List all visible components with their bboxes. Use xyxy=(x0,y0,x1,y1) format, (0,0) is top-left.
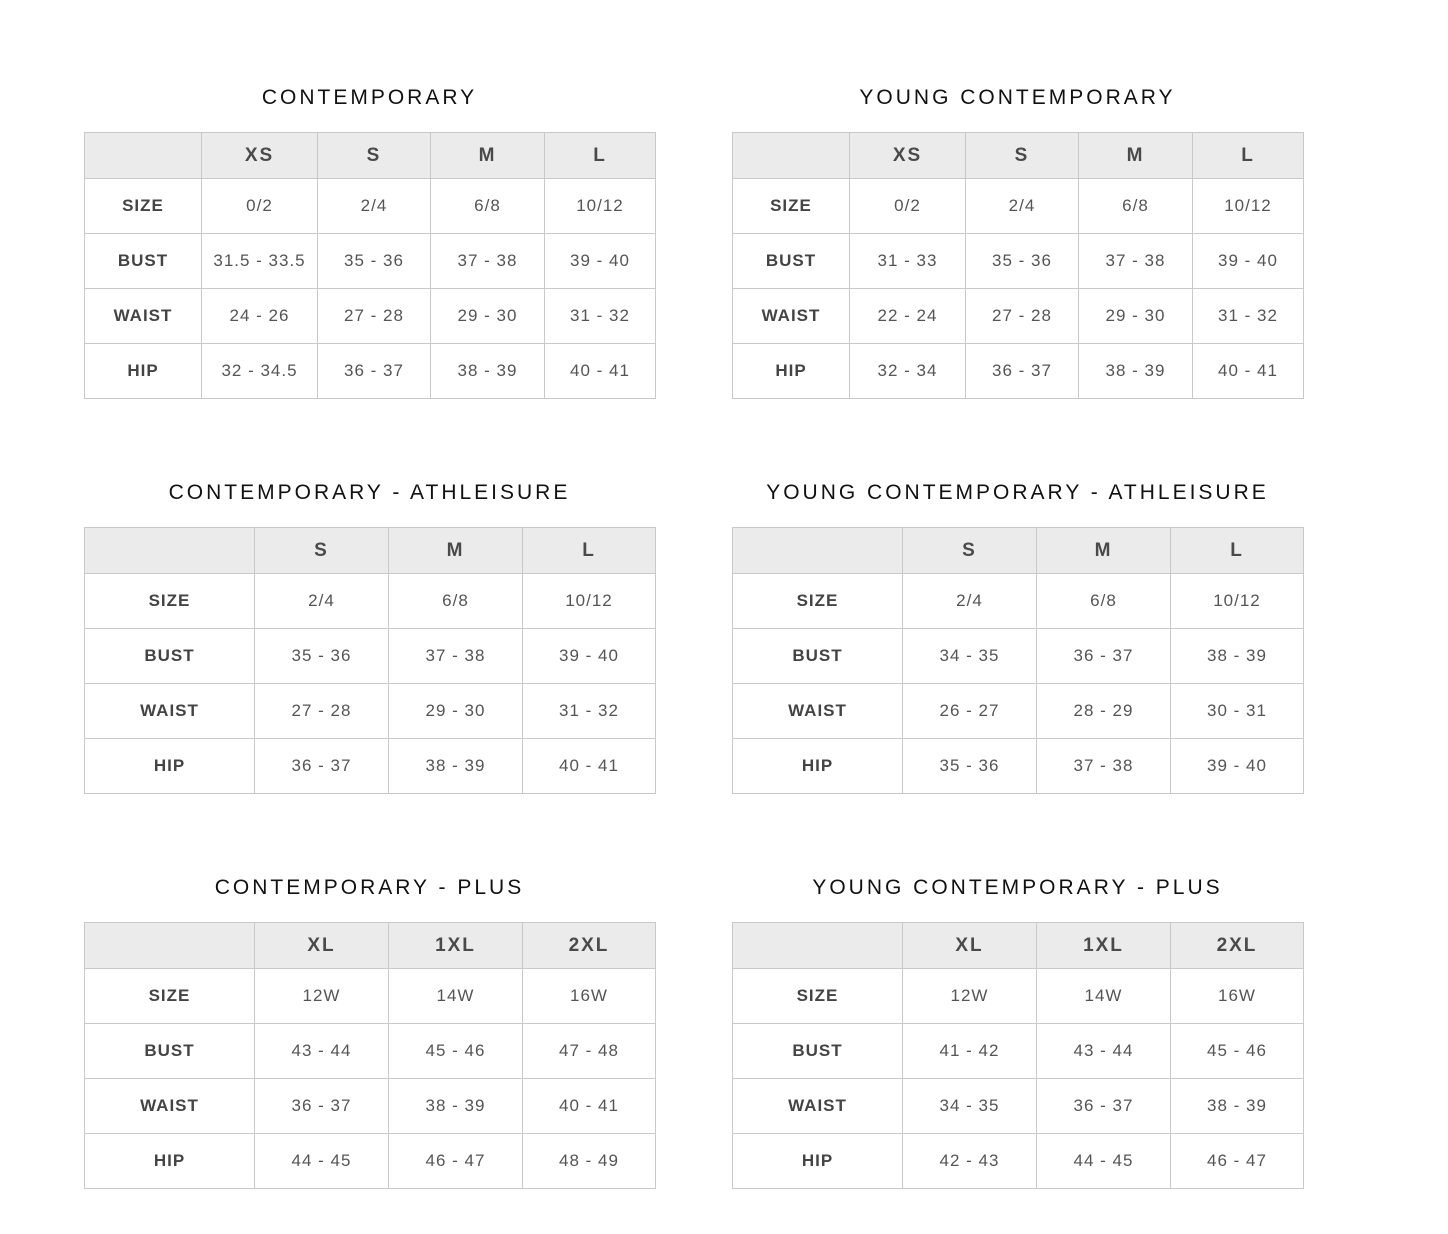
measurement-label: BUST xyxy=(733,629,903,684)
measurement-value: 10/12 xyxy=(1193,179,1304,234)
size-column-header: L xyxy=(1171,528,1304,574)
measurement-value: 6/8 xyxy=(1037,574,1171,629)
size-column-header: 2XL xyxy=(523,923,656,969)
table-row xyxy=(85,289,656,344)
measurement-value: 36 - 37 xyxy=(255,739,389,794)
measurement-value: 44 - 45 xyxy=(255,1134,389,1189)
measurement-value: 35 - 36 xyxy=(318,234,431,289)
measurement-value: 28 - 29 xyxy=(1037,684,1171,739)
table-row xyxy=(85,684,656,739)
table-row xyxy=(85,344,656,399)
measurement-value: 26 - 27 xyxy=(903,684,1037,739)
table-row xyxy=(733,629,1304,684)
table-row xyxy=(733,969,1304,1024)
size-column-header: L xyxy=(523,528,656,574)
measurement-value: 31.5 - 33.5 xyxy=(202,234,318,289)
measurement-value: 16W xyxy=(523,969,656,1024)
measurement-value: 45 - 46 xyxy=(389,1024,523,1079)
size-table xyxy=(732,132,1304,399)
table-header-row xyxy=(85,923,656,969)
table-row xyxy=(733,739,1304,794)
table-row xyxy=(733,179,1304,234)
measurement-value: 41 - 42 xyxy=(903,1024,1037,1079)
chart-title: YOUNG CONTEMPORARY - ATHLEISURE xyxy=(766,481,1269,504)
table-header-row xyxy=(85,133,656,179)
measurement-value: 12W xyxy=(255,969,389,1024)
size-chart-contemporary-plus xyxy=(84,874,655,1187)
chart-title: CONTEMPORARY - ATHLEISURE xyxy=(168,481,571,504)
measurement-value: 6/8 xyxy=(431,179,545,234)
size-table xyxy=(84,132,656,399)
measurement-value: 38 - 39 xyxy=(1171,629,1304,684)
size-column-header: S xyxy=(903,528,1037,574)
measurement-value: 47 - 48 xyxy=(523,1024,656,1079)
header-corner-cell xyxy=(733,923,903,969)
measurement-value: 34 - 35 xyxy=(903,1079,1037,1134)
measurement-value: 38 - 39 xyxy=(389,739,523,794)
measurement-value: 46 - 47 xyxy=(389,1134,523,1189)
measurement-label: WAIST xyxy=(733,684,903,739)
table-row xyxy=(85,739,656,794)
measurement-value: 10/12 xyxy=(1171,574,1304,629)
measurement-value: 27 - 28 xyxy=(966,289,1079,344)
table-row xyxy=(733,574,1304,629)
measurement-value: 2/4 xyxy=(255,574,389,629)
measurement-value: 40 - 41 xyxy=(1193,344,1304,399)
measurement-value: 39 - 40 xyxy=(1193,234,1304,289)
chart-title: YOUNG CONTEMPORARY - PLUS xyxy=(812,876,1223,899)
measurement-label: HIP xyxy=(733,344,850,399)
measurement-value: 36 - 37 xyxy=(966,344,1079,399)
measurement-label: BUST xyxy=(733,1024,903,1079)
measurement-value: 29 - 30 xyxy=(431,289,545,344)
size-column-header: S xyxy=(966,133,1079,179)
measurement-value: 39 - 40 xyxy=(545,234,656,289)
measurement-label: SIZE xyxy=(733,574,903,629)
measurement-value: 2/4 xyxy=(318,179,431,234)
measurement-label: SIZE xyxy=(85,574,255,629)
size-column-header: L xyxy=(1193,133,1304,179)
size-table xyxy=(84,527,656,794)
measurement-value: 27 - 28 xyxy=(318,289,431,344)
measurement-value: 31 - 32 xyxy=(523,684,656,739)
measurement-value: 6/8 xyxy=(389,574,523,629)
measurement-value: 12W xyxy=(903,969,1037,1024)
measurement-value: 38 - 39 xyxy=(1079,344,1193,399)
measurement-value: 32 - 34.5 xyxy=(202,344,318,399)
size-table xyxy=(732,527,1304,794)
measurement-value: 10/12 xyxy=(545,179,656,234)
table-row xyxy=(85,179,656,234)
table-header-row xyxy=(85,528,656,574)
size-column-header: XL xyxy=(903,923,1037,969)
measurement-value: 2/4 xyxy=(903,574,1037,629)
measurement-value: 40 - 41 xyxy=(523,739,656,794)
table-row xyxy=(733,234,1304,289)
header-corner-cell xyxy=(85,923,255,969)
table-row xyxy=(85,574,656,629)
size-column-header: M xyxy=(1079,133,1193,179)
measurement-value: 32 - 34 xyxy=(850,344,966,399)
measurement-value: 34 - 35 xyxy=(903,629,1037,684)
table-row xyxy=(733,1024,1304,1079)
measurement-value: 0/2 xyxy=(850,179,966,234)
measurement-value: 39 - 40 xyxy=(523,629,656,684)
measurement-value: 38 - 39 xyxy=(431,344,545,399)
table-row xyxy=(85,1024,656,1079)
size-table xyxy=(732,922,1304,1189)
size-column-header: 2XL xyxy=(1171,923,1304,969)
measurement-value: 14W xyxy=(1037,969,1171,1024)
header-corner-cell xyxy=(733,133,850,179)
table-row xyxy=(733,1134,1304,1189)
size-column-header: S xyxy=(255,528,389,574)
measurement-value: 37 - 38 xyxy=(1079,234,1193,289)
measurement-label: SIZE xyxy=(733,969,903,1024)
size-chart-contemporary-athleisure xyxy=(84,479,655,792)
measurement-value: 37 - 38 xyxy=(389,629,523,684)
size-table xyxy=(84,922,656,1189)
size-column-header: L xyxy=(545,133,656,179)
measurement-label: HIP xyxy=(733,739,903,794)
size-column-header: XS xyxy=(850,133,966,179)
measurement-value: 48 - 49 xyxy=(523,1134,656,1189)
measurement-value: 46 - 47 xyxy=(1171,1134,1304,1189)
measurement-label: WAIST xyxy=(733,1079,903,1134)
size-column-header: 1XL xyxy=(389,923,523,969)
measurement-label: BUST xyxy=(733,234,850,289)
size-column-header: M xyxy=(1037,528,1171,574)
header-corner-cell xyxy=(85,133,202,179)
chart-title: CONTEMPORARY - PLUS xyxy=(214,876,525,899)
measurement-value: 2/4 xyxy=(966,179,1079,234)
measurement-value: 14W xyxy=(389,969,523,1024)
measurement-value: 29 - 30 xyxy=(1079,289,1193,344)
measurement-value: 40 - 41 xyxy=(523,1079,656,1134)
table-row xyxy=(85,969,656,1024)
measurement-label: HIP xyxy=(85,344,202,399)
measurement-value: 36 - 37 xyxy=(255,1079,389,1134)
measurement-value: 43 - 44 xyxy=(255,1024,389,1079)
size-column-header: 1XL xyxy=(1037,923,1171,969)
table-header-row xyxy=(733,923,1304,969)
table-row xyxy=(85,629,656,684)
measurement-value: 43 - 44 xyxy=(1037,1024,1171,1079)
measurement-value: 16W xyxy=(1171,969,1304,1024)
measurement-label: BUST xyxy=(85,629,255,684)
chart-title: YOUNG CONTEMPORARY xyxy=(859,86,1176,109)
measurement-label: SIZE xyxy=(85,179,202,234)
measurement-value: 0/2 xyxy=(202,179,318,234)
measurement-label: HIP xyxy=(85,1134,255,1189)
measurement-label: WAIST xyxy=(85,289,202,344)
table-row xyxy=(733,684,1304,739)
measurement-label: WAIST xyxy=(85,684,255,739)
measurement-value: 42 - 43 xyxy=(903,1134,1037,1189)
measurement-value: 45 - 46 xyxy=(1171,1024,1304,1079)
measurement-value: 10/12 xyxy=(523,574,656,629)
measurement-value: 22 - 24 xyxy=(850,289,966,344)
size-column-header: M xyxy=(389,528,523,574)
header-corner-cell xyxy=(733,528,903,574)
measurement-value: 35 - 36 xyxy=(966,234,1079,289)
measurement-value: 31 - 32 xyxy=(1193,289,1304,344)
table-row xyxy=(85,234,656,289)
table-row xyxy=(733,289,1304,344)
size-column-header: M xyxy=(431,133,545,179)
measurement-value: 29 - 30 xyxy=(389,684,523,739)
measurement-label: SIZE xyxy=(85,969,255,1024)
measurement-value: 27 - 28 xyxy=(255,684,389,739)
size-chart-young-contemporary-athleisure xyxy=(732,479,1303,792)
header-corner-cell xyxy=(85,528,255,574)
table-row xyxy=(733,344,1304,399)
measurement-value: 24 - 26 xyxy=(202,289,318,344)
measurement-value: 38 - 39 xyxy=(1171,1079,1304,1134)
measurement-value: 31 - 32 xyxy=(545,289,656,344)
table-header-row xyxy=(733,133,1304,179)
size-chart-contemporary xyxy=(84,84,655,397)
measurement-label: WAIST xyxy=(85,1079,255,1134)
chart-title: CONTEMPORARY xyxy=(261,86,478,109)
measurement-label: HIP xyxy=(733,1134,903,1189)
table-header-row xyxy=(733,528,1304,574)
measurement-value: 37 - 38 xyxy=(1037,739,1171,794)
size-column-header: XS xyxy=(202,133,318,179)
measurement-value: 40 - 41 xyxy=(545,344,656,399)
measurement-value: 44 - 45 xyxy=(1037,1134,1171,1189)
measurement-label: BUST xyxy=(85,1024,255,1079)
size-chart-young-contemporary-plus xyxy=(732,874,1303,1187)
size-chart-young-contemporary xyxy=(732,84,1303,397)
measurement-label: SIZE xyxy=(733,179,850,234)
size-column-header: S xyxy=(318,133,431,179)
measurement-label: WAIST xyxy=(733,289,850,344)
measurement-value: 36 - 37 xyxy=(1037,1079,1171,1134)
measurement-value: 35 - 36 xyxy=(903,739,1037,794)
measurement-value: 37 - 38 xyxy=(431,234,545,289)
measurement-value: 38 - 39 xyxy=(389,1079,523,1134)
table-row xyxy=(733,1079,1304,1134)
table-row xyxy=(85,1079,656,1134)
measurement-value: 30 - 31 xyxy=(1171,684,1304,739)
measurement-value: 36 - 37 xyxy=(1037,629,1171,684)
measurement-label: HIP xyxy=(85,739,255,794)
measurement-value: 39 - 40 xyxy=(1171,739,1304,794)
size-column-header: XL xyxy=(255,923,389,969)
measurement-value: 36 - 37 xyxy=(318,344,431,399)
measurement-label: BUST xyxy=(85,234,202,289)
measurement-value: 31 - 33 xyxy=(850,234,966,289)
measurement-value: 6/8 xyxy=(1079,179,1193,234)
table-row xyxy=(85,1134,656,1189)
measurement-value: 35 - 36 xyxy=(255,629,389,684)
